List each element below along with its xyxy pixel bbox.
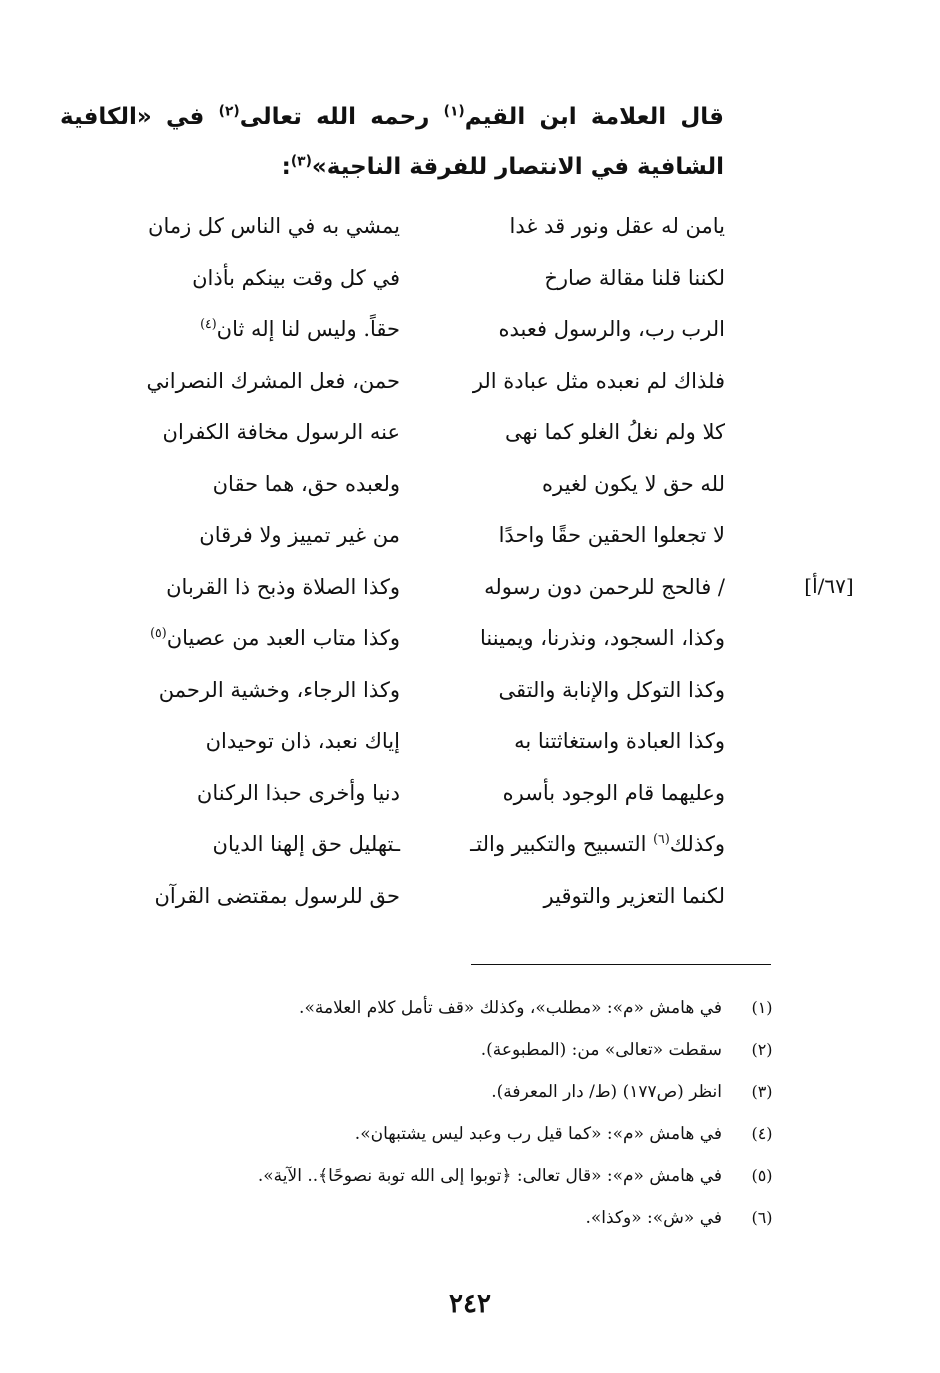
margin-folio-reference: [٦٧/أ]	[804, 574, 854, 598]
intro-paragraph	[60, 92, 724, 192]
hemistich-text: ـتهليل حق إلهنا الديان	[212, 832, 400, 856]
footnote-ref-3: (٣)	[290, 153, 312, 170]
footnote-text: سقطت «تعالى» من: (المطبوعة).	[480, 1040, 722, 1060]
footnote-ref-1: (١)	[443, 103, 465, 120]
footnote-item	[0, 1114, 940, 1154]
intro-text-2: رحمه الله تعالى	[239, 104, 444, 130]
hemistich-text: حق للرسول بمقتضى القرآن	[154, 883, 400, 908]
verse-first-hemistich	[437, 509, 725, 561]
footnote-item	[0, 1198, 940, 1238]
footnote-item	[0, 1156, 940, 1196]
footnote-number: (١)	[751, 998, 773, 1017]
hemistich-text: وكذلك	[669, 832, 725, 856]
verse-row	[0, 200, 940, 252]
verse-first-hemistich	[437, 561, 725, 613]
verse-first-hemistich	[437, 818, 725, 870]
intro-text-3: في «الكافية الشافية في الانتصار للفرقة الناجية»	[60, 104, 724, 180]
verse-second-hemistich	[118, 715, 400, 767]
verse-row	[0, 406, 940, 458]
verse-second-hemistich	[118, 303, 400, 355]
hemistich-text: كلا ولم نغلُ الغلو كما نهى	[504, 420, 725, 444]
page-number: ٢٤٢	[449, 1289, 491, 1319]
verse-first-hemistich	[437, 252, 725, 304]
verse-row	[0, 252, 940, 304]
hemistich-text: وكذا العبادة واستغاثتنا به	[514, 729, 725, 753]
verse-row	[0, 561, 940, 613]
verse-second-hemistich	[118, 458, 400, 510]
footnote-text: في هامش «م»: «كما قيل رب وعبد ليس يشتبهان».	[354, 1124, 722, 1144]
hemistich-text: وكذا الرجاء، وخشية الرحمن	[158, 677, 400, 702]
verse-second-hemistich	[118, 612, 400, 664]
hemistich-text: لا تجعلوا الحقين حقًا واحدًا	[498, 523, 725, 547]
hemistich-text: لكننا قلنا مقالة صارخ	[544, 265, 725, 290]
verse-second-hemistich	[118, 664, 400, 716]
footnote-number: (٥)	[751, 1166, 773, 1185]
verse-second-hemistich	[118, 870, 400, 922]
verse-first-hemistich	[437, 664, 725, 716]
footnote-number: (٦)	[751, 1208, 773, 1227]
hemistich-text: التسبيح والتكبير والتـ	[470, 832, 654, 856]
footnote-number: (٤)	[751, 1124, 773, 1143]
verse-row	[0, 355, 940, 407]
hemistich-text: في كل وقت بينكم بأذان	[192, 265, 400, 290]
verse-second-hemistich	[118, 200, 400, 252]
footnote-text: انظر (ص١٧٧) (ط/ دار المعرفة).	[491, 1082, 722, 1102]
hemistich-text: وكذا متاب العبد من عصيان	[166, 626, 400, 650]
hemistich-text: حقاً. وليس لنا إله ثان	[216, 317, 400, 341]
footnote-text: في هامش «م»: «قال تعالى: ﴿توبوا إلى الله توبة نصوحًا﴾.. الآية».	[257, 1166, 722, 1186]
hemistich-text: ولعبده حق، هما حقان	[212, 471, 400, 496]
verse-second-hemistich	[118, 818, 400, 870]
hemistich-text: حمن، فعل المشرك النصراني	[146, 368, 400, 393]
footnote-number: (٢)	[751, 1040, 773, 1059]
verse-row	[0, 509, 940, 561]
intro-text-1: قال العلامة ابن القيم	[464, 104, 724, 130]
footnote-separator	[471, 964, 771, 965]
verse-row	[0, 818, 940, 870]
hemistich-text: الرب رب، والرسول فعبده	[498, 317, 725, 341]
hemistich-text: وكذا، السجود، ونذرنا، ويميننا	[479, 626, 725, 650]
verse-second-hemistich	[118, 561, 400, 613]
verse-first-hemistich	[437, 355, 725, 407]
verse-first-hemistich	[437, 870, 725, 922]
hemistich-text: يمشي به في الناس كل زمان	[148, 214, 400, 238]
verse-first-hemistich	[437, 200, 725, 252]
footnote-text: في هامش «م»: «مطلب»، وكذلك «قف تأمل كلام العلامة».	[299, 998, 722, 1018]
verse-row	[0, 664, 940, 716]
footnote-ref: (٥)	[150, 625, 167, 640]
verse-first-hemistich	[437, 767, 725, 819]
verse-first-hemistich	[437, 458, 725, 510]
verse-first-hemistich	[437, 406, 725, 458]
footnote-item	[0, 1072, 940, 1112]
intro-text-4: :	[281, 154, 291, 180]
footnote-item	[0, 988, 940, 1028]
verse-second-hemistich	[118, 252, 400, 304]
verse-second-hemistich	[118, 767, 400, 819]
footnote-ref-2: (٢)	[218, 103, 240, 120]
hemistich-text: وكذا الصلاة وذبح ذا القربان	[166, 574, 400, 599]
footnote-text: في «ش»: «وكذا».	[585, 1208, 722, 1228]
footnote-ref: (٦)	[653, 831, 670, 846]
footnote-ref: (٤)	[200, 316, 217, 331]
verse-row	[0, 870, 940, 922]
verse-first-hemistich	[437, 715, 725, 767]
verse-row	[0, 715, 940, 767]
verse-row	[0, 303, 940, 355]
verse-row	[0, 767, 940, 819]
hemistich-text: يامن له عقل ونور قد غدا	[509, 214, 725, 238]
verse-first-hemistich	[437, 303, 725, 355]
verse-second-hemistich	[118, 406, 400, 458]
footnote-item	[0, 1030, 940, 1070]
hemistich-text: لكنما التعزير والتوقير	[543, 883, 725, 908]
hemistich-text: عنه الرسول مخافة الكفران	[162, 420, 400, 444]
verse-first-hemistich	[437, 612, 725, 664]
verse-row	[0, 612, 940, 664]
hemistich-text: وعليهما قام الوجود بأسره	[502, 780, 725, 805]
verse-row	[0, 458, 940, 510]
hemistich-text: لله حق لا يكون لغيره	[542, 471, 725, 496]
hemistich-text: من غير تمييز ولا فرقان	[199, 523, 400, 547]
footnote-number: (٣)	[751, 1082, 773, 1101]
verse-second-hemistich	[118, 355, 400, 407]
hemistich-text: / فالحج للرحمن دون رسوله	[484, 574, 725, 599]
hemistich-text: وكذا التوكل والإنابة والتقى	[498, 677, 725, 702]
hemistich-text: إياك نعبد، ذان توحيدان	[205, 729, 400, 753]
hemistich-text: دنيا وأخرى حبذا الركنان	[196, 780, 400, 805]
verse-second-hemistich	[118, 509, 400, 561]
hemistich-text: فلذاك لم نعبده مثل عبادة الر	[472, 368, 725, 393]
